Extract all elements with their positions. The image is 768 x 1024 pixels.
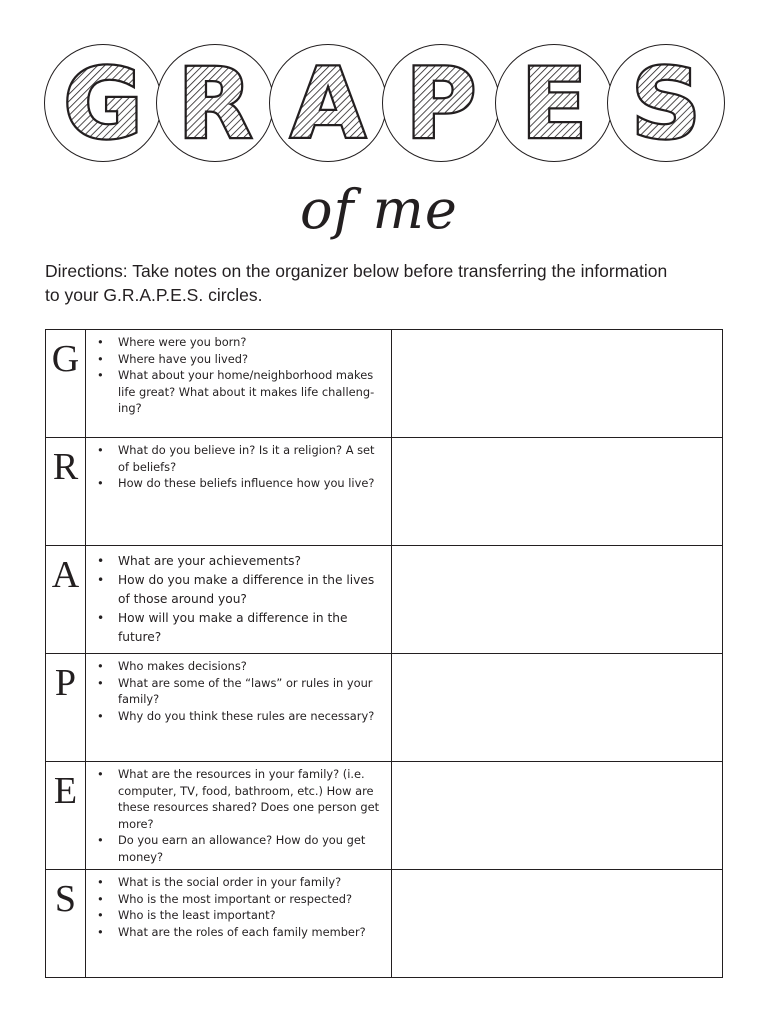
questions-cell xyxy=(86,438,392,546)
question-list xyxy=(86,334,391,417)
question-item: • What are the resources in your family? (i.e. computer, TV, food, bathroom, etc.) How are these resources shared? Does one person get more? xyxy=(118,766,391,832)
organizer-row-s xyxy=(46,870,723,978)
title-letter-e: E xyxy=(521,53,587,153)
title-letter-s: S xyxy=(631,53,701,153)
question-list xyxy=(86,552,391,647)
notes-cell-g[interactable] xyxy=(392,330,723,438)
title-circle-r xyxy=(156,44,274,162)
notes-cell-r[interactable] xyxy=(392,438,723,546)
questions-cell xyxy=(86,546,392,654)
organizer-row-p xyxy=(46,654,723,762)
title-letter-p: P xyxy=(405,53,477,153)
grapes-title xyxy=(44,44,724,164)
question-item: • Why do you think these rules are necessary? xyxy=(118,708,391,725)
row-letter-r: R xyxy=(52,446,79,488)
letter-cell xyxy=(46,762,86,870)
question-item: • Where were you born? xyxy=(118,334,391,351)
organizer-row-g xyxy=(46,330,723,438)
title-circle-p xyxy=(382,44,500,162)
title-circle-g xyxy=(44,44,162,162)
row-letter-p: P xyxy=(54,662,77,704)
directions xyxy=(45,259,725,307)
title-letter-g: G xyxy=(63,53,143,153)
title-circle-a xyxy=(269,44,387,162)
questions-cell xyxy=(86,654,392,762)
notes-cell-p[interactable] xyxy=(392,654,723,762)
question-list xyxy=(86,766,391,865)
letter-cell xyxy=(46,330,86,438)
question-list xyxy=(86,442,391,492)
title-circle-s xyxy=(607,44,725,162)
row-letter-g: G xyxy=(51,338,80,380)
letter-cell xyxy=(46,870,86,978)
notes-cell-e[interactable] xyxy=(392,762,723,870)
question-item: • What are your achievements? xyxy=(118,552,391,571)
question-item: • Where have you lived? xyxy=(118,351,391,368)
organizer-row-e xyxy=(46,762,723,870)
question-item: • How do these beliefs influence how you live? xyxy=(118,475,391,492)
question-list xyxy=(86,658,391,724)
notes-cell-a[interactable] xyxy=(392,546,723,654)
question-item: • Who makes decisions? xyxy=(118,658,391,675)
question-item: • Who is the most important or respected? xyxy=(118,891,391,908)
row-letter-e: E xyxy=(53,770,78,812)
notes-cell-s[interactable] xyxy=(392,870,723,978)
questions-cell xyxy=(86,330,392,438)
directions-line-2: to your G.R.A.P.E.S. circles. xyxy=(45,285,263,305)
grapes-organizer-table xyxy=(45,329,723,978)
organizer-row-a xyxy=(46,546,723,654)
question-item: • What are the roles of each family member? xyxy=(118,924,391,941)
question-item: • Who is the least important? xyxy=(118,907,391,924)
questions-cell xyxy=(86,762,392,870)
row-letter-a: A xyxy=(51,554,80,596)
question-item: • How do you make a difference in the lives of those around you? xyxy=(118,571,391,609)
title-letter-a: A xyxy=(290,53,366,153)
letter-cell xyxy=(46,546,86,654)
question-item: • How will you make a difference in the future? xyxy=(118,609,391,647)
subtitle: of me xyxy=(300,178,458,241)
letter-cell xyxy=(46,438,86,546)
title-circle-e xyxy=(495,44,613,162)
question-item: • What do you believe in? Is it a religion? A set of beliefs? xyxy=(118,442,391,475)
question-item: • What about your home/neighborhood makes life great? What about it makes life challeng-ing? xyxy=(118,367,391,417)
question-item: • Do you earn an allowance? How do you get money? xyxy=(118,832,391,865)
directions-line-1: Directions: Take notes on the organizer below before transferring the information xyxy=(45,261,668,281)
organizer-row-r xyxy=(46,438,723,546)
question-item: • What is the social order in your family? xyxy=(118,874,391,891)
question-item: • What are some of the “laws” or rules in your family? xyxy=(118,675,391,708)
title-letter-r: R xyxy=(178,53,252,153)
question-list xyxy=(86,874,391,940)
letter-cell xyxy=(46,654,86,762)
questions-cell xyxy=(86,870,392,978)
row-letter-s: S xyxy=(54,878,77,920)
